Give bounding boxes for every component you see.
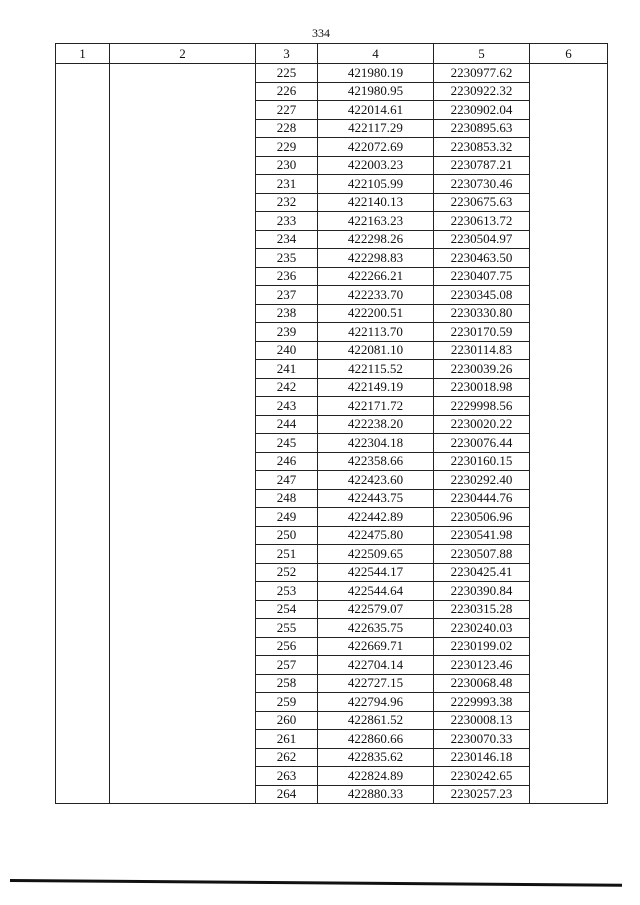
x-coordinate-cell: 422081.10 [318,341,434,360]
point-number-cell: 234 [256,230,318,249]
point-number-cell: 251 [256,545,318,564]
x-coordinate-cell: 422298.83 [318,249,434,268]
point-number-cell: 231 [256,175,318,194]
y-coordinate-cell: 2230123.46 [434,656,530,675]
y-coordinate-cell: 2230730.46 [434,175,530,194]
y-coordinate-cell: 2230070.33 [434,730,530,749]
x-coordinate-cell: 422544.64 [318,582,434,601]
x-coordinate-cell: 422171.72 [318,397,434,416]
coordinates-table [55,43,608,804]
x-coordinate-cell: 422163.23 [318,212,434,231]
column-header-3: 3 [256,44,318,64]
x-coordinate-cell: 422238.20 [318,415,434,434]
point-number-cell: 240 [256,341,318,360]
column-header-4: 4 [318,44,434,64]
point-number-cell: 233 [256,212,318,231]
y-coordinate-cell: 2230292.40 [434,471,530,490]
x-coordinate-cell: 422835.62 [318,748,434,767]
column-2-cell [110,64,256,804]
point-number-cell: 244 [256,415,318,434]
x-coordinate-cell: 422358.66 [318,452,434,471]
y-coordinate-cell: 2230068.48 [434,674,530,693]
point-number-cell: 226 [256,82,318,101]
point-number-cell: 230 [256,156,318,175]
point-number-cell: 264 [256,785,318,804]
point-number-cell: 225 [256,64,318,83]
y-coordinate-cell: 2229993.38 [434,693,530,712]
x-coordinate-cell: 421980.95 [318,82,434,101]
y-coordinate-cell: 2230506.96 [434,508,530,527]
y-coordinate-cell: 2230020.22 [434,415,530,434]
y-coordinate-cell: 2230240.03 [434,619,530,638]
x-coordinate-cell: 422304.18 [318,434,434,453]
y-coordinate-cell: 2230787.21 [434,156,530,175]
y-coordinate-cell: 2230199.02 [434,637,530,656]
y-coordinate-cell: 2230330.80 [434,304,530,323]
x-coordinate-cell: 422266.21 [318,267,434,286]
point-number-cell: 253 [256,582,318,601]
x-coordinate-cell: 422003.23 [318,156,434,175]
x-coordinate-cell: 422475.80 [318,526,434,545]
x-coordinate-cell: 422443.75 [318,489,434,508]
y-coordinate-cell: 2230675.63 [434,193,530,212]
x-coordinate-cell: 421980.19 [318,64,434,83]
y-coordinate-cell: 2230902.04 [434,101,530,120]
point-number-cell: 237 [256,286,318,305]
y-coordinate-cell: 2230504.97 [434,230,530,249]
point-number-cell: 248 [256,489,318,508]
y-coordinate-cell: 2230613.72 [434,212,530,231]
x-coordinate-cell: 422669.71 [318,637,434,656]
point-number-cell: 232 [256,193,318,212]
point-number-cell: 246 [256,452,318,471]
y-coordinate-cell: 2230390.84 [434,582,530,601]
x-coordinate-cell: 422149.19 [318,378,434,397]
point-number-cell: 236 [256,267,318,286]
column-header-1: 1 [56,44,110,64]
y-coordinate-cell: 2230242.65 [434,767,530,786]
table-body [56,64,608,804]
y-coordinate-cell: 2230160.15 [434,452,530,471]
x-coordinate-cell: 422072.69 [318,138,434,157]
column-header-2: 2 [110,44,256,64]
x-coordinate-cell: 422861.52 [318,711,434,730]
point-number-cell: 241 [256,360,318,379]
point-number-cell: 250 [256,526,318,545]
x-coordinate-cell: 422544.17 [318,563,434,582]
point-number-cell: 228 [256,119,318,138]
x-coordinate-cell: 422824.89 [318,767,434,786]
point-number-cell: 257 [256,656,318,675]
point-number-cell: 256 [256,637,318,656]
y-coordinate-cell: 2230114.83 [434,341,530,360]
y-coordinate-cell: 2230444.76 [434,489,530,508]
y-coordinate-cell: 2230977.62 [434,64,530,83]
point-number-cell: 229 [256,138,318,157]
y-coordinate-cell: 2230853.32 [434,138,530,157]
x-coordinate-cell: 422233.70 [318,286,434,305]
y-coordinate-cell: 2230008.13 [434,711,530,730]
y-coordinate-cell: 2230541.98 [434,526,530,545]
point-number-cell: 255 [256,619,318,638]
point-number-cell: 239 [256,323,318,342]
point-number-cell: 243 [256,397,318,416]
point-number-cell: 238 [256,304,318,323]
point-number-cell: 254 [256,600,318,619]
x-coordinate-cell: 422860.66 [318,730,434,749]
point-number-cell: 252 [256,563,318,582]
y-coordinate-cell: 2230507.88 [434,545,530,564]
table-header-row [56,44,608,64]
point-number-cell: 227 [256,101,318,120]
x-coordinate-cell: 422140.13 [318,193,434,212]
x-coordinate-cell: 422298.26 [318,230,434,249]
y-coordinate-cell: 2229998.56 [434,397,530,416]
x-coordinate-cell: 422579.07 [318,600,434,619]
column-6-cell [530,64,608,804]
x-coordinate-cell: 422200.51 [318,304,434,323]
point-number-cell: 249 [256,508,318,527]
footer-rule [10,879,622,887]
point-number-cell: 260 [256,711,318,730]
point-number-cell: 258 [256,674,318,693]
column-header-6: 6 [530,44,608,64]
point-number-cell: 261 [256,730,318,749]
page-number: 334 [312,26,330,40]
y-coordinate-cell: 2230315.28 [434,600,530,619]
x-coordinate-cell: 422509.65 [318,545,434,564]
y-coordinate-cell: 2230039.26 [434,360,530,379]
y-coordinate-cell: 2230407.75 [434,267,530,286]
x-coordinate-cell: 422727.15 [318,674,434,693]
x-coordinate-cell: 422423.60 [318,471,434,490]
y-coordinate-cell: 2230922.32 [434,82,530,101]
y-coordinate-cell: 2230076.44 [434,434,530,453]
x-coordinate-cell: 422113.70 [318,323,434,342]
x-coordinate-cell: 422442.89 [318,508,434,527]
x-coordinate-cell: 422117.29 [318,119,434,138]
x-coordinate-cell: 422635.75 [318,619,434,638]
point-number-cell: 263 [256,767,318,786]
x-coordinate-cell: 422014.61 [318,101,434,120]
table-row [56,64,608,83]
x-coordinate-cell: 422115.52 [318,360,434,379]
y-coordinate-cell: 2230425.41 [434,563,530,582]
x-coordinate-cell: 422794.96 [318,693,434,712]
point-number-cell: 262 [256,748,318,767]
y-coordinate-cell: 2230345.08 [434,286,530,305]
point-number-cell: 235 [256,249,318,268]
column-header-5: 5 [434,44,530,64]
y-coordinate-cell: 2230018.98 [434,378,530,397]
y-coordinate-cell: 2230146.18 [434,748,530,767]
y-coordinate-cell: 2230170.59 [434,323,530,342]
point-number-cell: 245 [256,434,318,453]
column-1-cell [56,64,110,804]
y-coordinate-cell: 2230463.50 [434,249,530,268]
point-number-cell: 259 [256,693,318,712]
point-number-cell: 247 [256,471,318,490]
x-coordinate-cell: 422880.33 [318,785,434,804]
x-coordinate-cell: 422704.14 [318,656,434,675]
point-number-cell: 242 [256,378,318,397]
y-coordinate-cell: 2230257.23 [434,785,530,804]
x-coordinate-cell: 422105.99 [318,175,434,194]
y-coordinate-cell: 2230895.63 [434,119,530,138]
